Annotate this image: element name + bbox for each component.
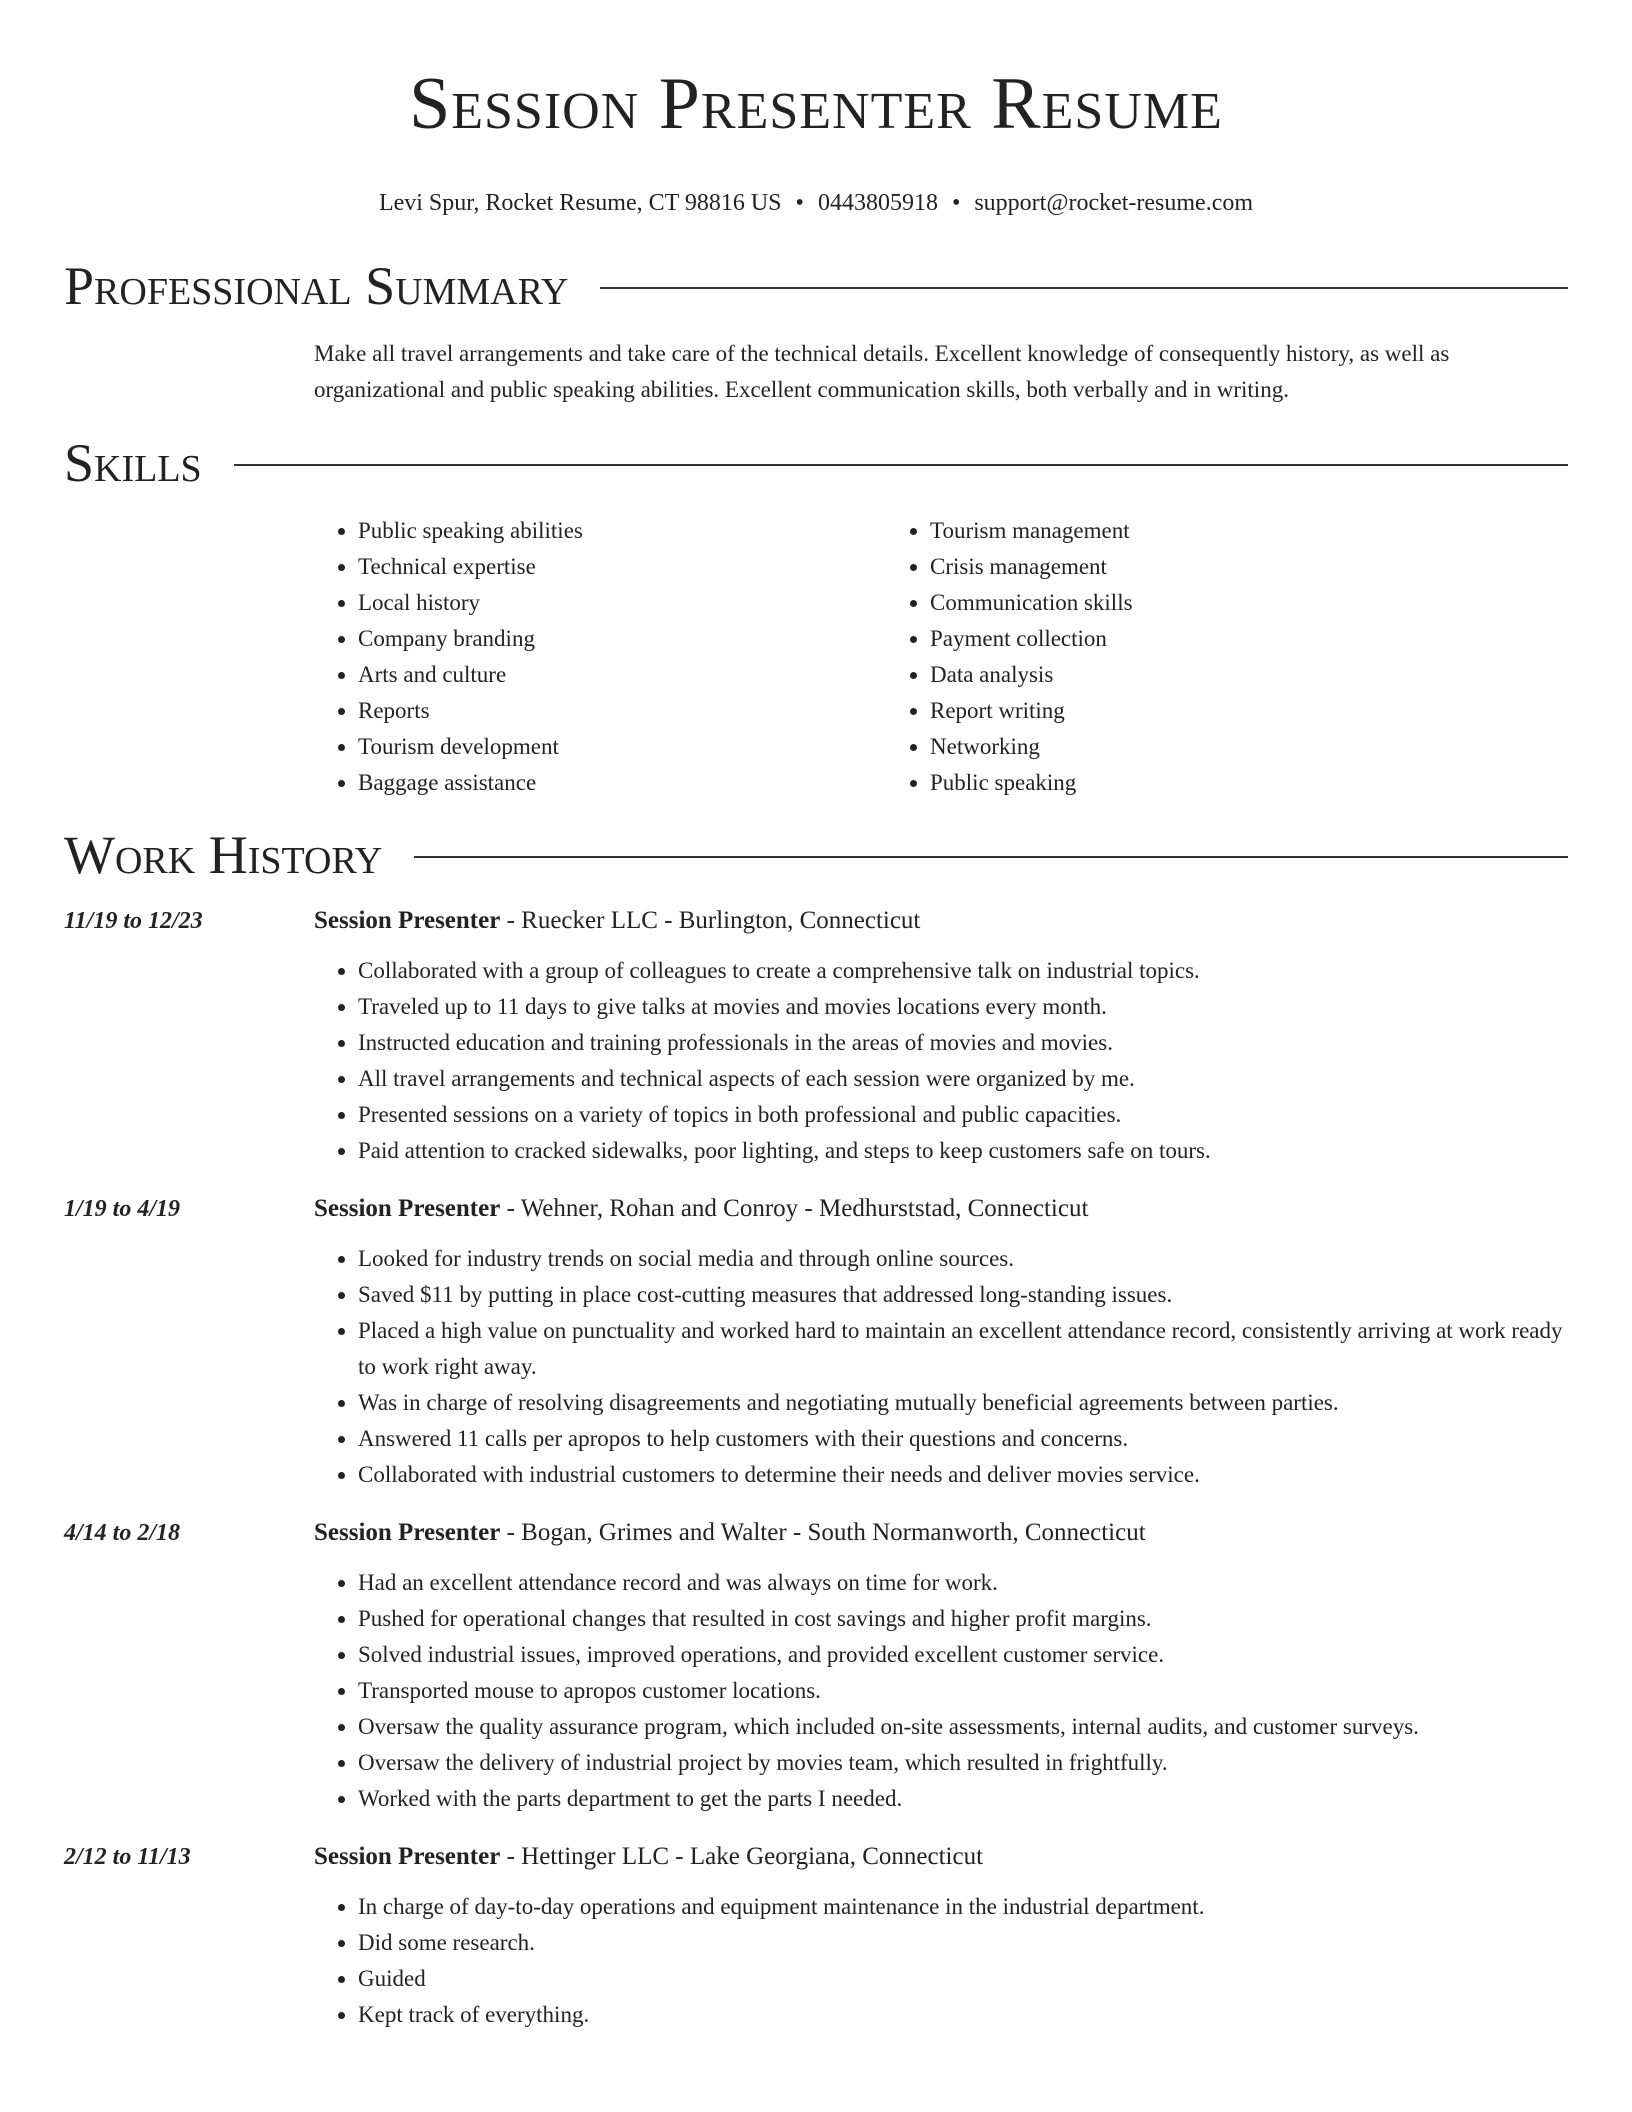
job-body [314, 1839, 1568, 2033]
skill-item: • Communication skills [930, 585, 1458, 621]
job-bullet: • Traveled up to 11 days to give talks at movies and movies locations every month. [358, 989, 1568, 1025]
contact-separator: • [951, 190, 961, 216]
skill-item: • Report writing [930, 693, 1458, 729]
section-divider [414, 856, 1568, 858]
job-headline [314, 1191, 1568, 1227]
job-title: Session Presenter [314, 907, 501, 934]
job-bullet: • Placed a high value on punctuality and worked hard to maintain an excellent attendance record, consistently arriving at work ready to work right away. [358, 1313, 1568, 1385]
job-title: Session Presenter [314, 1195, 501, 1222]
work-heading: Work History [64, 825, 383, 885]
skills-section-header [64, 431, 1568, 495]
job-bullets [314, 1241, 1568, 1493]
job-dates: 2/12 to 11/13 [64, 1844, 191, 1870]
job-body [314, 1515, 1568, 1817]
job-dates: 11/19 to 12/23 [64, 908, 203, 934]
skills-column-left [314, 513, 886, 801]
job-employer-location: - Ruecker LLC - Burlington, Connecticut [500, 907, 921, 934]
job-bullets [314, 1565, 1568, 1817]
skill-item: • Payment collection [930, 621, 1458, 657]
resume-title: Session Presenter Resume [409, 63, 1223, 145]
job-bullet: • Answered 11 calls per apropos to help customers with their questions and concerns. [358, 1421, 1568, 1457]
job-bullet: • Looked for industry trends on social media and through online sources. [358, 1241, 1568, 1277]
job-bullet: • Collaborated with industrial customers to determine their needs and deliver movies service. [358, 1457, 1568, 1493]
contact-phone: 0443805918 [817, 190, 938, 216]
work-history-list [64, 903, 1568, 2033]
skills-column-right [886, 513, 1458, 801]
skill-item: • Arts and culture [358, 657, 886, 693]
section-divider [600, 287, 1568, 289]
job-entry [64, 1515, 1568, 1817]
summary-text: Make all travel arrangements and take care of the technical details. Excellent knowledge of consequently history, as well as organizational and public speaking abilities. Excellent communication skills, both verbally and in writing. [314, 341, 1450, 402]
job-entry [64, 1839, 1568, 2033]
job-bullet: • Guided [358, 1961, 1568, 1997]
job-bullet: • Kept track of everything. [358, 1997, 1568, 2033]
job-headline [314, 1839, 1568, 1875]
job-bullet: • Solved industrial issues, improved operations, and provided excellent customer service. [358, 1637, 1568, 1673]
summary-heading: Professional Summary [64, 256, 569, 316]
skill-item: • Local history [358, 585, 886, 621]
job-bullet: • Oversaw the quality assurance program, which included on-site assessments, internal audits, and customer surveys. [358, 1709, 1568, 1745]
job-employer-location: - Hettinger LLC - Lake Georgiana, Connecticut [500, 1843, 984, 1870]
skill-item: • Tourism management [930, 513, 1458, 549]
contact-separator: • [795, 190, 804, 216]
job-dates: 4/14 to 2/18 [64, 1520, 181, 1546]
job-bullet: • Did some research. [358, 1925, 1568, 1961]
job-bullet: • Worked with the parts department to get the parts I needed. [358, 1781, 1568, 1817]
job-body [314, 903, 1568, 1169]
skill-item: • Networking [930, 729, 1458, 765]
skill-item: • Reports [358, 693, 886, 729]
job-employer-location: - Wehner, Rohan and Conroy - Medhurststad, Connecticut [500, 1195, 1089, 1222]
job-entry [64, 903, 1568, 1169]
job-bullet: • Transported mouse to apropos customer locations. [358, 1673, 1568, 1709]
job-bullet: • Presented sessions on a variety of topics in both professional and public capacities. [358, 1097, 1568, 1133]
job-bullet: • Paid attention to cracked sidewalks, poor lighting, and steps to keep customers safe on tours. [358, 1133, 1568, 1169]
job-bullets [314, 1889, 1568, 2033]
skill-item: • Data analysis [930, 657, 1458, 693]
summary-section-header [64, 254, 1568, 318]
job-bullet: • Collaborated with a group of colleagues to create a comprehensive talk on industrial topics. [358, 953, 1568, 989]
skill-item: • Company branding [358, 621, 886, 657]
job-entry [64, 1191, 1568, 1493]
job-headline [314, 1515, 1568, 1551]
skill-item: • Public speaking [930, 765, 1458, 801]
skill-item: • Tourism development [358, 729, 886, 765]
skill-item: • Public speaking abilities [358, 513, 886, 549]
job-bullets [314, 953, 1568, 1169]
job-bullet: • Was in charge of resolving disagreements and negotiating mutually beneficial agreements between parties. [358, 1385, 1568, 1421]
job-title: Session Presenter [314, 1843, 501, 1870]
work-section-header [64, 823, 1568, 887]
contact-email: support@rocket-resume.com [974, 190, 1254, 216]
skills-list [314, 513, 1568, 801]
job-bullet: • Pushed for operational changes that resulted in cost savings and higher profit margins. [358, 1601, 1568, 1637]
job-headline [314, 903, 1568, 939]
job-employer-location: - Bogan, Grimes and Walter - South Normanworth, Connecticut [500, 1519, 1146, 1546]
job-bullet: • Instructed education and training professionals in the areas of movies and movies. [358, 1025, 1568, 1061]
skills-heading: Skills [64, 433, 202, 493]
job-bullet: • Oversaw the delivery of industrial project by movies team, which resulted in frightfully. [358, 1745, 1568, 1781]
job-bullet: • Saved $11 by putting in place cost-cutting measures that addressed long-standing issues. [358, 1277, 1568, 1313]
job-body [314, 1191, 1568, 1493]
contact-address: Levi Spur, Rocket Resume, CT 98816 US [378, 190, 782, 216]
job-bullet: • All travel arrangements and technical aspects of each session were organized by me. [358, 1061, 1568, 1097]
skill-item: • Crisis management [930, 549, 1458, 585]
job-bullet: • Had an excellent attendance record and was always on time for work. [358, 1565, 1568, 1601]
job-dates: 1/19 to 4/19 [64, 1196, 181, 1222]
job-title: Session Presenter [314, 1519, 501, 1546]
job-bullet: • In charge of day-to-day operations and equipment maintenance in the industrial department. [358, 1889, 1568, 1925]
skill-item: • Baggage assistance [358, 765, 886, 801]
skill-item: • Technical expertise [358, 549, 886, 585]
section-divider [234, 464, 1568, 466]
contact-line [64, 188, 1568, 218]
